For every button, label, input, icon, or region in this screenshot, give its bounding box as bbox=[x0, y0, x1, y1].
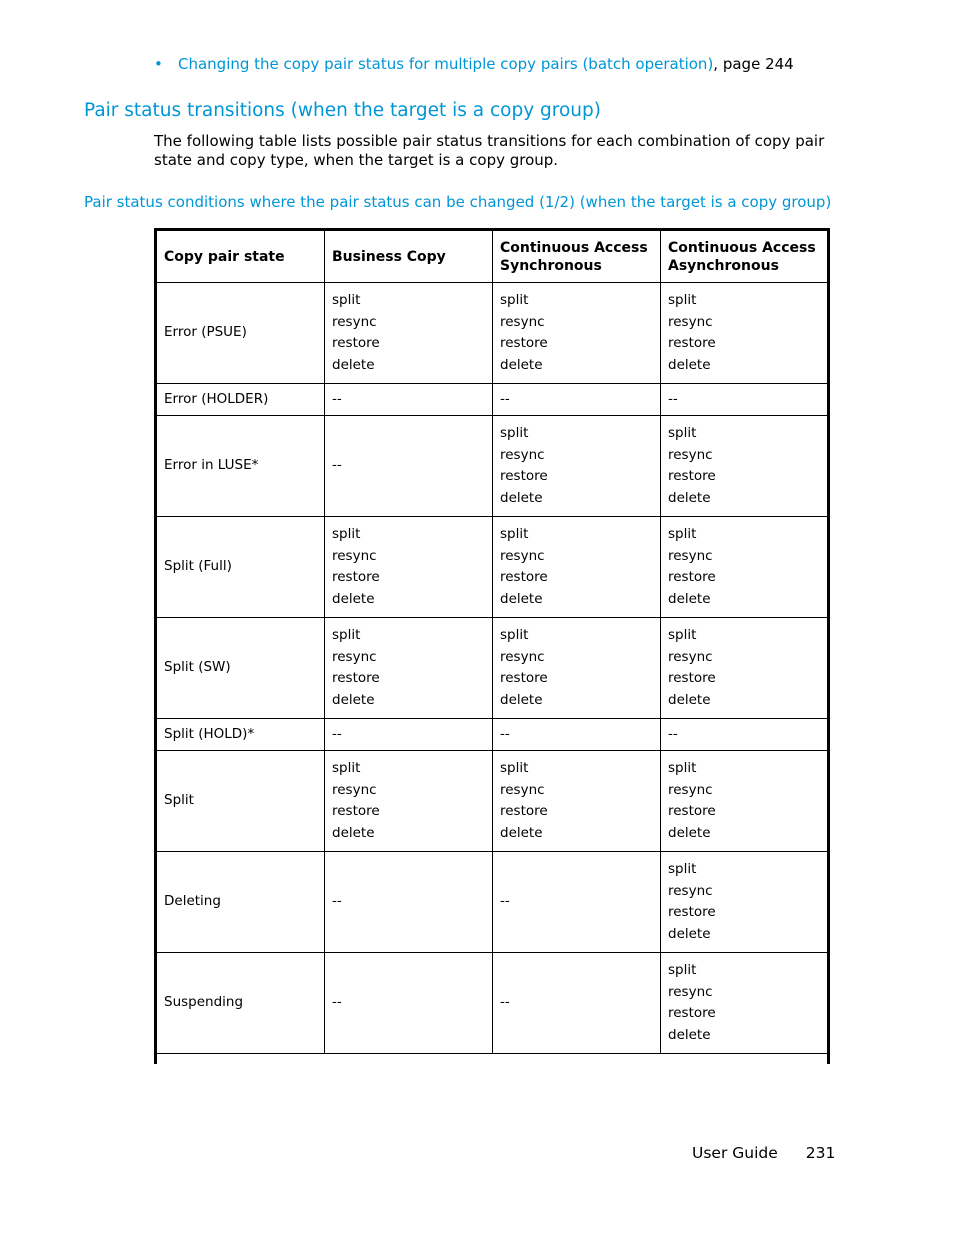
operation-cell bbox=[493, 517, 661, 618]
status-table-container bbox=[154, 228, 830, 1064]
operation-cell bbox=[661, 852, 828, 953]
table-row bbox=[157, 384, 828, 416]
operation-item: split bbox=[668, 861, 697, 877]
operation-item: delete bbox=[668, 356, 711, 373]
operation-item: resync bbox=[500, 446, 545, 463]
operation-item: restore bbox=[500, 468, 548, 484]
operation-cell bbox=[493, 416, 661, 517]
operation-item: restore bbox=[332, 670, 380, 686]
header-copy-pair-state: Copy pair state bbox=[157, 231, 325, 283]
operation-item: restore bbox=[500, 569, 548, 585]
copy-pair-state-cell: Split (SW) bbox=[157, 618, 325, 719]
page-reference: , page 244 bbox=[713, 55, 794, 73]
operation-item: split bbox=[668, 292, 697, 308]
operation-item: restore bbox=[500, 670, 548, 686]
operation-cell: -- bbox=[493, 953, 661, 1054]
header-ca-async: Continuous Access Asynchronous bbox=[661, 231, 828, 283]
copy-pair-state-cell: Error in LUSE* bbox=[157, 416, 325, 517]
operation-item: resync bbox=[500, 313, 545, 330]
operation-item: delete bbox=[500, 590, 543, 607]
operation-item: restore bbox=[668, 569, 716, 585]
table-row bbox=[157, 852, 828, 953]
operation-item: split bbox=[668, 526, 697, 542]
operation-item: split bbox=[668, 627, 697, 643]
table-row bbox=[157, 953, 828, 1054]
operation-item: split bbox=[500, 526, 529, 542]
operation-cell bbox=[493, 618, 661, 719]
operation-cell: -- bbox=[325, 852, 493, 953]
operation-cell bbox=[661, 517, 828, 618]
operation-item: split bbox=[500, 627, 529, 643]
operation-cell bbox=[661, 953, 828, 1054]
operation-item: restore bbox=[668, 1005, 716, 1021]
header-ca-sync: Continuous Access Synchronous bbox=[493, 231, 661, 283]
operation-item: delete bbox=[668, 691, 711, 708]
operation-cell: -- bbox=[493, 852, 661, 953]
operation-item: restore bbox=[668, 335, 716, 351]
operation-cell bbox=[661, 751, 828, 852]
copy-pair-state-cell: Deleting bbox=[157, 852, 325, 953]
operation-item: delete bbox=[500, 824, 543, 841]
operation-item: split bbox=[500, 425, 529, 441]
operation-cell: -- bbox=[325, 384, 493, 416]
operation-item: delete bbox=[332, 590, 375, 607]
operation-item: resync bbox=[668, 781, 713, 798]
operation-item: resync bbox=[500, 547, 545, 564]
operation-item: restore bbox=[668, 670, 716, 686]
operation-cell: -- bbox=[661, 719, 828, 751]
copy-pair-state-cell: Error (HOLDER) bbox=[157, 384, 325, 416]
operation-item: resync bbox=[668, 547, 713, 564]
table-row bbox=[157, 283, 828, 384]
operation-item: resync bbox=[668, 446, 713, 463]
operation-item: delete bbox=[668, 824, 711, 841]
copy-pair-state-cell: Split bbox=[157, 751, 325, 852]
copy-pair-state-cell: Split (Full) bbox=[157, 517, 325, 618]
operation-item: restore bbox=[500, 803, 548, 819]
operation-item: resync bbox=[500, 781, 545, 798]
operation-cell: -- bbox=[325, 416, 493, 517]
operation-item: delete bbox=[668, 590, 711, 607]
intro-paragraph: The following table lists possible pair status transitions for each combination of copy pair state and copy type, when the target is a copy group. bbox=[154, 132, 825, 169]
operation-cell: -- bbox=[325, 953, 493, 1054]
table-border-left bbox=[154, 228, 157, 1064]
operation-cell bbox=[661, 416, 828, 517]
operation-item: resync bbox=[332, 313, 377, 330]
operation-item: resync bbox=[332, 547, 377, 564]
operation-cell bbox=[325, 517, 493, 618]
page-footer bbox=[692, 1143, 835, 1163]
operation-cell: -- bbox=[493, 719, 661, 751]
operation-item: restore bbox=[332, 803, 380, 819]
operation-item: delete bbox=[668, 489, 711, 506]
operation-item: restore bbox=[332, 335, 380, 351]
operation-item: restore bbox=[668, 904, 716, 920]
related-topic-bullet bbox=[154, 54, 914, 74]
operation-item: resync bbox=[332, 648, 377, 665]
operation-item: restore bbox=[668, 803, 716, 819]
operation-cell bbox=[661, 283, 828, 384]
operation-item: resync bbox=[668, 882, 713, 899]
copy-pair-state-cell: Split (HOLD)* bbox=[157, 719, 325, 751]
operation-item: delete bbox=[500, 489, 543, 506]
operation-item: delete bbox=[668, 1026, 711, 1043]
operation-item: split bbox=[668, 760, 697, 776]
copy-pair-state-cell: Suspending bbox=[157, 953, 325, 1054]
operation-cell bbox=[325, 283, 493, 384]
operation-item: delete bbox=[668, 925, 711, 942]
operation-item: delete bbox=[500, 356, 543, 373]
pair-status-table bbox=[156, 230, 828, 1054]
related-topic-link[interactable]: Changing the copy pair status for multiple copy pairs (batch operation) bbox=[178, 55, 714, 73]
operation-item: resync bbox=[332, 781, 377, 798]
operation-item: resync bbox=[668, 648, 713, 665]
operation-item: split bbox=[668, 962, 697, 978]
operation-item: restore bbox=[332, 569, 380, 585]
table-border-right bbox=[827, 228, 830, 1064]
table-row bbox=[157, 618, 828, 719]
copy-pair-state-cell: Error (PSUE) bbox=[157, 283, 325, 384]
table-border-top bbox=[154, 228, 830, 231]
operation-item: resync bbox=[500, 648, 545, 665]
operation-item: restore bbox=[500, 335, 548, 351]
operation-item: resync bbox=[668, 983, 713, 1000]
bullet-marker: • bbox=[154, 55, 163, 73]
operation-item: split bbox=[332, 627, 361, 643]
operation-cell: -- bbox=[661, 384, 828, 416]
operation-cell bbox=[493, 751, 661, 852]
operation-item: split bbox=[332, 760, 361, 776]
operation-cell bbox=[661, 618, 828, 719]
table-row bbox=[157, 751, 828, 852]
operation-item: delete bbox=[332, 356, 375, 373]
operation-cell bbox=[493, 283, 661, 384]
operation-item: delete bbox=[332, 691, 375, 708]
operation-item: split bbox=[332, 292, 361, 308]
page-number: 231 bbox=[805, 1144, 836, 1162]
operation-cell: -- bbox=[325, 719, 493, 751]
operation-cell bbox=[325, 618, 493, 719]
operation-item: delete bbox=[500, 691, 543, 708]
footer-label: User Guide bbox=[692, 1144, 778, 1162]
operation-item: resync bbox=[668, 313, 713, 330]
operation-item: restore bbox=[668, 468, 716, 484]
operation-cell bbox=[325, 751, 493, 852]
section-heading: Pair status transitions (when the target is a copy group) bbox=[84, 100, 601, 121]
table-row bbox=[157, 416, 828, 517]
operation-item: split bbox=[500, 760, 529, 776]
table-row bbox=[157, 719, 828, 751]
operation-item: split bbox=[668, 425, 697, 441]
operation-item: split bbox=[332, 526, 361, 542]
table-row bbox=[157, 517, 828, 618]
operation-item: delete bbox=[332, 824, 375, 841]
operation-cell: -- bbox=[493, 384, 661, 416]
header-business-copy: Business Copy bbox=[325, 231, 493, 283]
table-title: Pair status conditions where the pair status can be changed (1/2) (when the target is a copy group) bbox=[84, 193, 832, 211]
table-header-row bbox=[157, 231, 828, 283]
operation-item: split bbox=[500, 292, 529, 308]
